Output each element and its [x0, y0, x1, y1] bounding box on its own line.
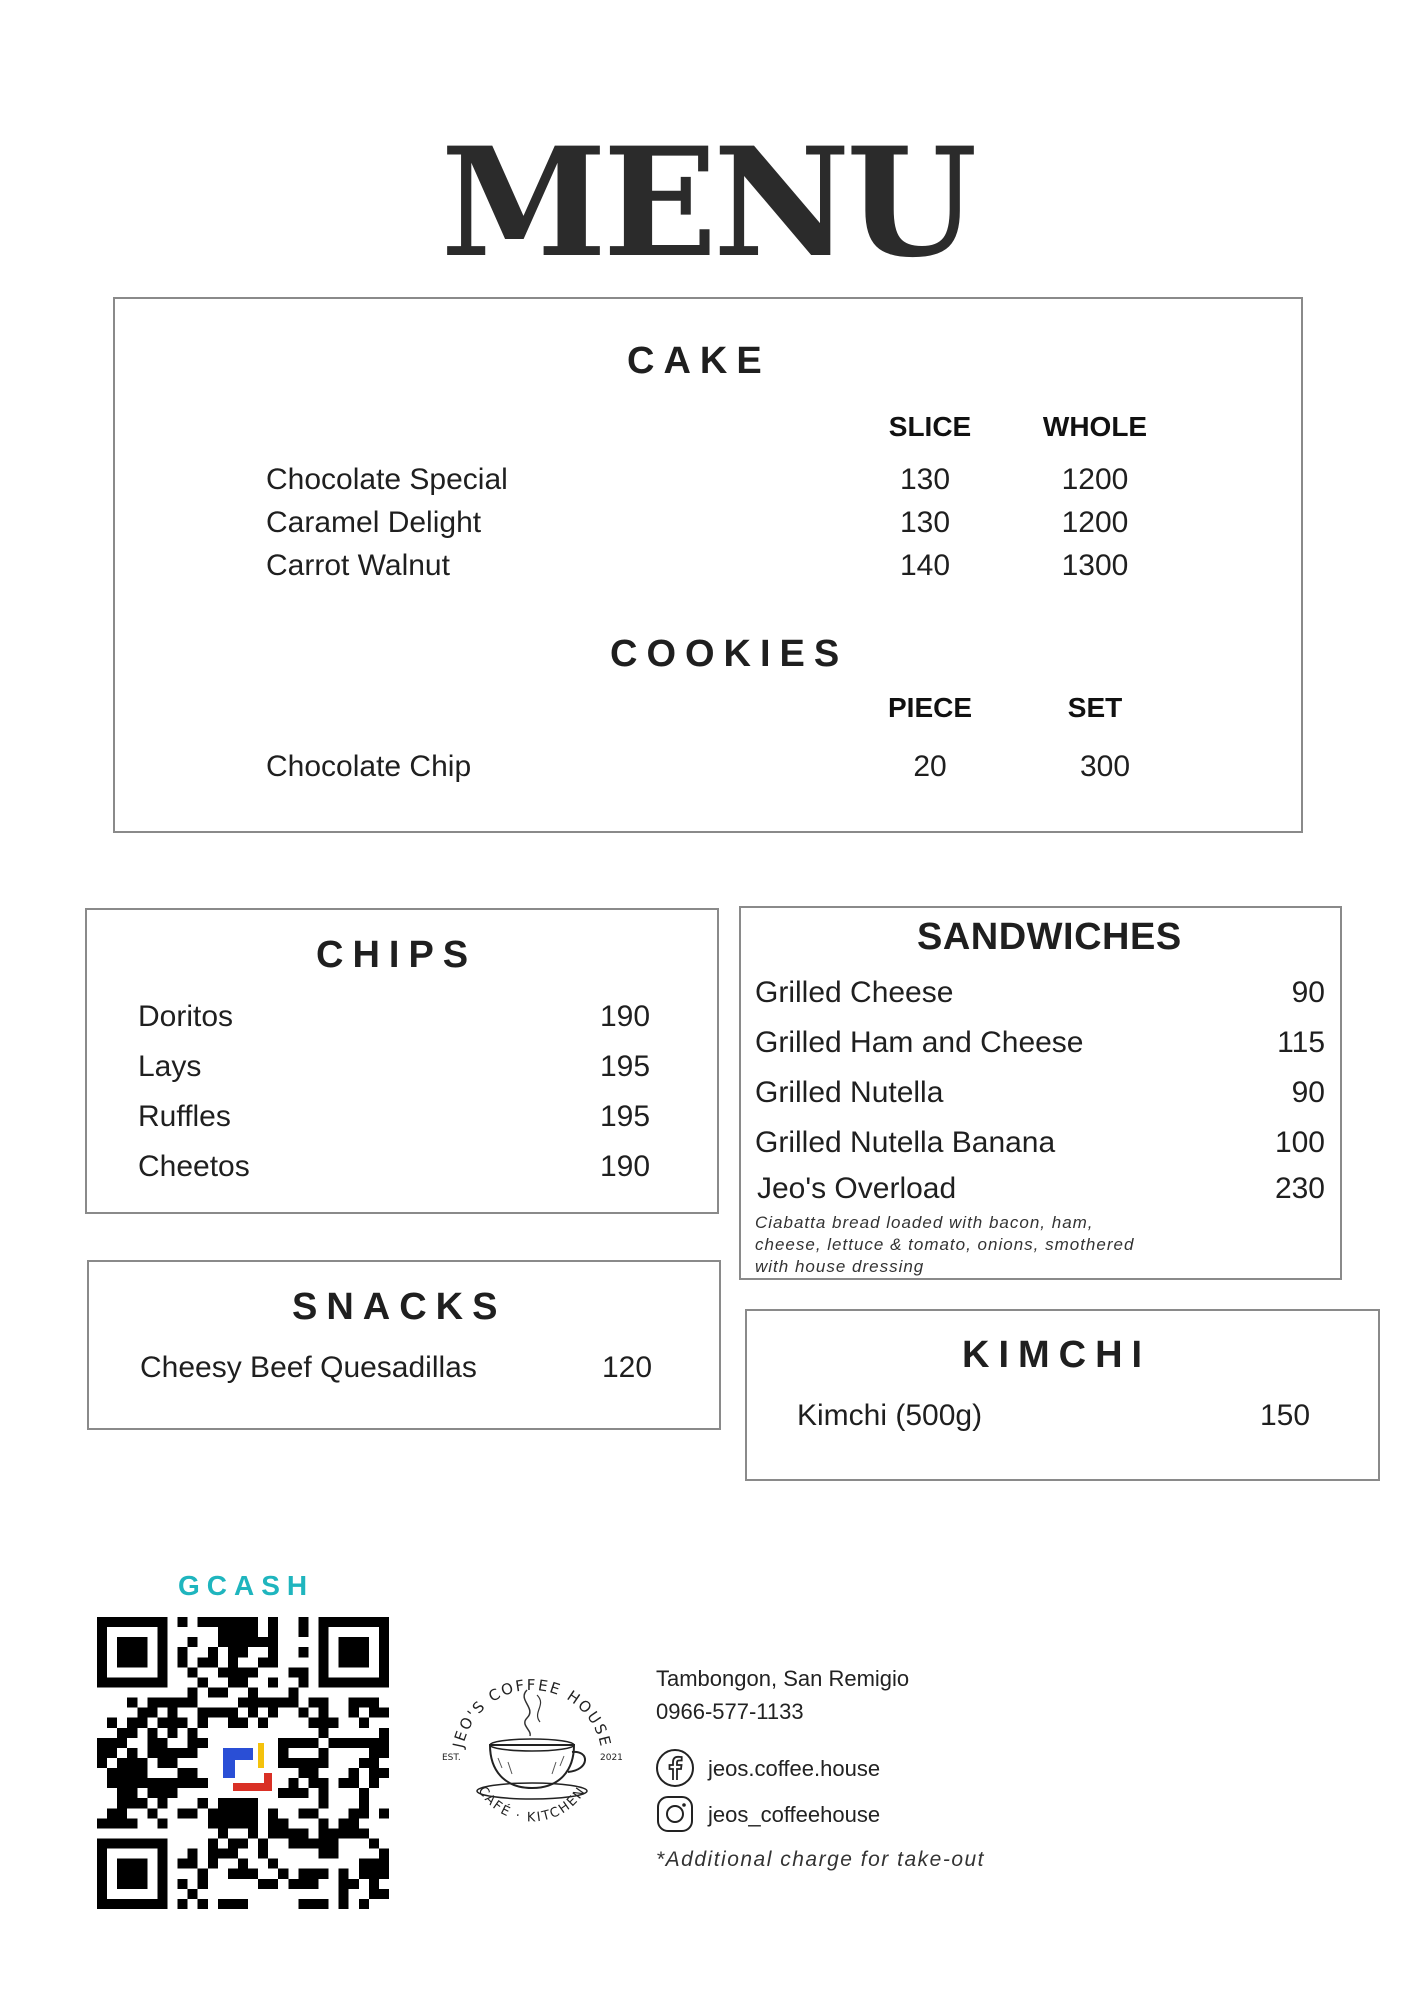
menu-title: MENU — [440, 115, 974, 291]
chips-item-name: Ruffles — [138, 1100, 231, 1133]
cake-item-whole: 1300 — [1061, 549, 1129, 582]
cake-item-slice: 140 — [899, 549, 951, 582]
chips-item-price: 190 — [599, 1150, 651, 1183]
jeos-coffee-house-logo — [432, 1650, 632, 1850]
logo-bottom-text: CAFÉ · KITCHEN — [474, 1783, 590, 1826]
facebook-icon — [655, 1748, 695, 1788]
kimchi-item-price: 150 — [1259, 1399, 1311, 1432]
overload-description-line: with house dressing — [755, 1257, 925, 1276]
sandwich-item-name: Jeo's Overload — [757, 1172, 957, 1205]
snacks-item-name: Cheesy Beef Quesadillas — [140, 1351, 477, 1384]
cookies-item-piece: 20 — [913, 750, 947, 783]
snacks-item-price: 120 — [601, 1351, 653, 1384]
cake-item-whole: 1200 — [1061, 463, 1129, 496]
cake-item-name: Caramel Delight — [266, 506, 482, 539]
instagram-handle[interactable]: jeos_coffeehouse — [708, 1802, 881, 1827]
cake-heading: CAKE — [627, 340, 771, 382]
gcash-qr-code — [97, 1617, 389, 1909]
sandwich-item-price: 230 — [1274, 1172, 1325, 1205]
sandwich-item-name: Grilled Ham and Cheese — [755, 1026, 1084, 1059]
overload-description-line: Ciabatta bread loaded with bacon, ham, — [755, 1213, 1094, 1232]
cake-item-slice: 130 — [899, 506, 951, 539]
svg-text:CAFÉ · KITCHEN — [475, 1784, 590, 1826]
cookies-heading: COOKIES — [610, 633, 849, 675]
logo-top-text: JEO'S COFFEE HOUSE — [449, 1675, 615, 1750]
instagram-icon — [655, 1794, 695, 1834]
sandwich-item-price: 90 — [1291, 976, 1325, 1009]
cake-item-name: Chocolate Special — [266, 463, 508, 496]
chips-item-name: Doritos — [138, 1000, 234, 1033]
phone-text: 0966-577-1133 — [656, 1699, 804, 1724]
sandwiches-heading: SANDWICHES — [917, 916, 1182, 958]
cake-item-name: Carrot Walnut — [266, 549, 450, 582]
sandwich-item-price: 90 — [1291, 1076, 1325, 1109]
chips-item-price: 195 — [599, 1050, 651, 1083]
cake-slice-header: SLICE — [888, 411, 972, 442]
gcash-label: GCASH — [178, 1570, 315, 1601]
sandwich-item-price: 115 — [1277, 1026, 1325, 1059]
address-text: Tambongon, San Remigio — [656, 1666, 910, 1691]
sandwich-item-name: Grilled Nutella — [755, 1076, 944, 1109]
logo-est-text: EST. — [442, 1753, 461, 1763]
snacks-heading: SNACKS — [292, 1286, 507, 1328]
overload-description-line: cheese, lettuce & tomato, onions, smothered — [755, 1235, 1135, 1254]
chips-item-name: Cheetos — [138, 1150, 250, 1183]
chips-heading: CHIPS — [316, 934, 478, 976]
cake-item-whole: 1200 — [1061, 506, 1129, 539]
sandwich-item-name: Grilled Nutella Banana — [755, 1126, 1056, 1159]
chips-item-price: 190 — [599, 1000, 651, 1033]
cake-item-slice: 130 — [899, 463, 951, 496]
cookies-set-header: SET — [1067, 692, 1123, 723]
cake-whole-header: WHOLE — [1042, 411, 1148, 442]
sandwich-item-price: 100 — [1274, 1126, 1325, 1159]
kimchi-item-name: Kimchi (500g) — [797, 1399, 983, 1432]
logo-year-text: 2021 — [600, 1753, 623, 1763]
sandwich-item-name: Grilled Cheese — [755, 976, 954, 1009]
facebook-handle[interactable]: jeos.coffee.house — [708, 1756, 881, 1781]
kimchi-heading: KIMCHI — [962, 1334, 1152, 1376]
cookies-piece-header: PIECE — [887, 692, 973, 723]
chips-item-price: 195 — [599, 1100, 651, 1133]
cookies-item-set: 300 — [1079, 750, 1131, 783]
chips-item-name: Lays — [138, 1050, 202, 1083]
takeout-note: *Additional charge for take-out — [656, 1848, 986, 1871]
cookies-item-name: Chocolate Chip — [266, 750, 472, 783]
